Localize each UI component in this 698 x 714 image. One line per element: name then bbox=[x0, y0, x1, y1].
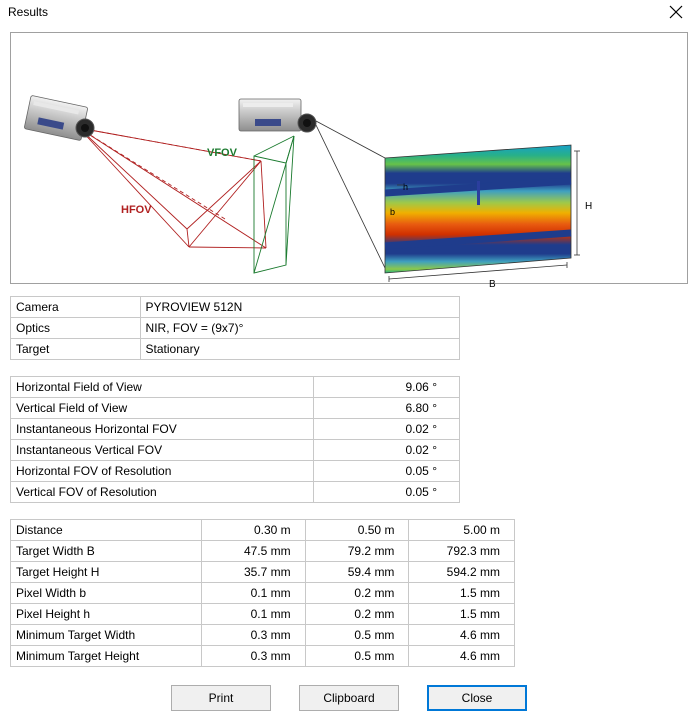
dialog-button-bar bbox=[10, 685, 688, 711]
dist-0-2: 792.3 mm bbox=[409, 541, 515, 562]
window-title: Results bbox=[8, 5, 49, 19]
dist-label-4: Minimum Target Width bbox=[11, 625, 202, 646]
dist-1-0: 35.7 mm bbox=[201, 562, 305, 583]
dist-label-2: Pixel Width b bbox=[11, 583, 202, 604]
table-row bbox=[11, 541, 515, 562]
label-H-big: H bbox=[585, 201, 593, 212]
dist-4-2: 4.6 mm bbox=[409, 625, 515, 646]
label-b-small: b bbox=[390, 207, 396, 217]
dist-label-1: Target Height H bbox=[11, 562, 202, 583]
window-titlebar bbox=[0, 0, 698, 24]
table-row bbox=[11, 583, 515, 604]
dialog-content bbox=[0, 32, 698, 711]
table-row bbox=[11, 461, 460, 482]
table-row bbox=[11, 318, 460, 339]
label-hfov: HFOV bbox=[121, 204, 152, 216]
dist-1-2: 594.2 mm bbox=[409, 562, 515, 583]
dist-3-0: 0.1 mm bbox=[201, 604, 305, 625]
dist-2-2: 1.5 mm bbox=[409, 583, 515, 604]
fov-label-1: Vertical Field of View bbox=[11, 398, 314, 419]
dist-0-1: 79.2 mm bbox=[305, 541, 409, 562]
dist-label-5: Minimum Target Height bbox=[11, 646, 202, 667]
dist-1-1: 59.4 mm bbox=[305, 562, 409, 583]
dist-3-1: 0.2 mm bbox=[305, 604, 409, 625]
info-value-target: Stationary bbox=[140, 339, 459, 360]
camera-info-table bbox=[10, 296, 460, 360]
info-value-optics: NIR, FOV = (9x7)° bbox=[140, 318, 459, 339]
dist-5-0: 0.3 mm bbox=[201, 646, 305, 667]
print-button[interactable]: Print bbox=[171, 685, 271, 711]
fov-table bbox=[10, 376, 460, 503]
table-row bbox=[11, 398, 460, 419]
info-label-target: Target bbox=[11, 339, 141, 360]
clipboard-button[interactable]: Clipboard bbox=[299, 685, 399, 711]
distance-table bbox=[10, 519, 515, 667]
label-h-small: h bbox=[403, 182, 409, 192]
table-row bbox=[11, 562, 515, 583]
info-label-optics: Optics bbox=[11, 318, 141, 339]
table-row bbox=[11, 625, 515, 646]
fov-value-4: 0.05 ° bbox=[313, 461, 459, 482]
label-B-big: B bbox=[489, 279, 496, 290]
label-vfov: VFOV bbox=[207, 147, 237, 159]
fov-label-5: Vertical FOV of Resolution bbox=[11, 482, 314, 503]
fov-value-2: 0.02 ° bbox=[313, 419, 459, 440]
fov-label-2: Instantaneous Horizontal FOV bbox=[11, 419, 314, 440]
thermal-image bbox=[385, 145, 571, 273]
dist-2-0: 0.1 mm bbox=[201, 583, 305, 604]
dist-label-3: Pixel Height h bbox=[11, 604, 202, 625]
camera-right-illustration bbox=[239, 99, 316, 132]
fov-label-3: Instantaneous Vertical FOV bbox=[11, 440, 314, 461]
fov-value-0: 9.06 ° bbox=[313, 377, 459, 398]
table-row bbox=[11, 482, 460, 503]
fov-value-5: 0.05 ° bbox=[313, 482, 459, 503]
info-value-camera: PYROVIEW 512N bbox=[140, 297, 459, 318]
dist-3-2: 1.5 mm bbox=[409, 604, 515, 625]
dist-4-0: 0.3 mm bbox=[201, 625, 305, 646]
dist-5-1: 0.5 mm bbox=[305, 646, 409, 667]
dist-0-0: 47.5 mm bbox=[201, 541, 305, 562]
info-label-camera: Camera bbox=[11, 297, 141, 318]
table-row bbox=[11, 419, 460, 440]
fov-label-4: Horizontal FOV of Resolution bbox=[11, 461, 314, 482]
dist-5-2: 4.6 mm bbox=[409, 646, 515, 667]
camera-left-illustration bbox=[24, 95, 94, 140]
fov-value-3: 0.02 ° bbox=[313, 440, 459, 461]
table-row bbox=[11, 297, 460, 318]
dist-label-0: Target Width B bbox=[11, 541, 202, 562]
dist-2-1: 0.2 mm bbox=[305, 583, 409, 604]
close-icon[interactable] bbox=[654, 0, 698, 24]
fov-label-0: Horizontal Field of View bbox=[11, 377, 314, 398]
distance-header-label: Distance bbox=[11, 520, 202, 541]
optics-diagram bbox=[10, 32, 688, 290]
distance-header-col-1: 0.30 m bbox=[201, 520, 305, 541]
distance-header-col-3: 5.00 m bbox=[409, 520, 515, 541]
fov-value-1: 6.80 ° bbox=[313, 398, 459, 419]
close-button[interactable]: Close bbox=[427, 685, 527, 711]
table-header-row bbox=[11, 520, 515, 541]
dist-4-1: 0.5 mm bbox=[305, 625, 409, 646]
table-row bbox=[11, 604, 515, 625]
table-row bbox=[11, 440, 460, 461]
table-row bbox=[11, 377, 460, 398]
distance-header-col-2: 0.50 m bbox=[305, 520, 409, 541]
table-row bbox=[11, 339, 460, 360]
table-row bbox=[11, 646, 515, 667]
